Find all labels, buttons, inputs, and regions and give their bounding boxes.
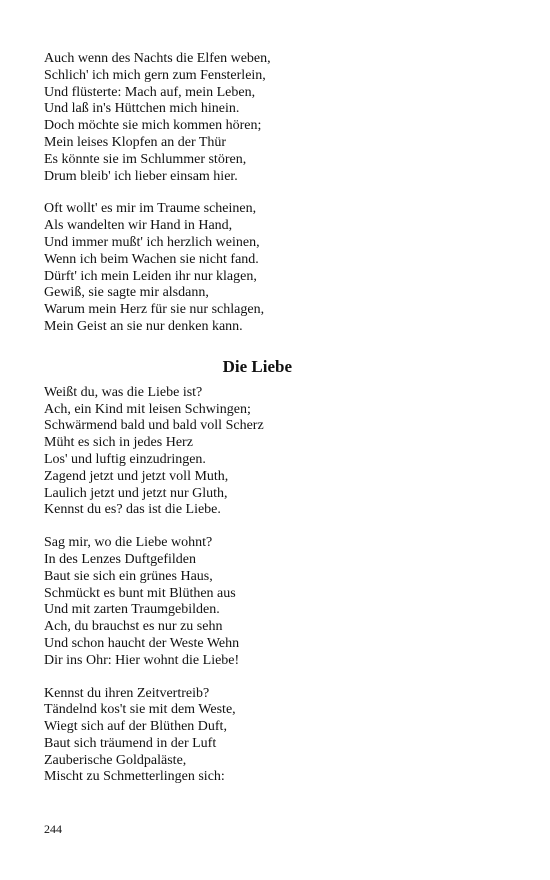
verse-line: Müht es sich in jedes Herz <box>44 435 193 451</box>
poem1-stanza-1 <box>44 51 504 185</box>
verse-line: Kennst du es? das ist die Liebe. <box>44 502 221 518</box>
verse-line: Zagend jetzt und jetzt voll Muth, <box>44 468 229 484</box>
poem2-stanza-2 <box>44 535 504 669</box>
verse-line: Baut sie sich ein grünes Haus, <box>44 568 213 584</box>
verse-line: Ach, ein Kind mit leisen Schwingen; <box>44 401 251 417</box>
verse-line: In des Lenzes Duftgefilden <box>44 551 196 567</box>
verse-line: Und schon haucht der Weste Wehn <box>44 635 240 651</box>
verse-line: Und flüsterte: Mach auf, mein Leben, <box>44 84 256 100</box>
verse-line: Baut sich träumend in der Luft <box>44 735 217 751</box>
page-body <box>44 51 504 786</box>
verse-line: Oft wollt' es mir im Traume scheinen, <box>44 201 257 217</box>
verse-line: Weißt du, was die Liebe ist? <box>44 384 203 400</box>
verse-line: Schlich' ich mich gern zum Fensterlein, <box>44 67 266 83</box>
verse-line: Wiegt sich auf der Blüthen Duft, <box>44 719 227 735</box>
verse-line: Warum mein Herz für sie nur schlagen, <box>44 302 265 318</box>
verse-line: Dürft' ich mein Leiden ihr nur klagen, <box>44 268 257 284</box>
verse-line: Kennst du ihren Zeitvertreib? <box>44 685 210 701</box>
verse-line: Sag mir, wo die Liebe wohnt? <box>44 535 213 551</box>
verse-line: Es könnte sie im Schlummer stören, <box>44 151 247 167</box>
verse-line: Gewiß, sie sagte mir alsdann, <box>44 285 209 301</box>
verse-line: Mein leises Klopfen an der Thür <box>44 134 227 150</box>
verse-line: Los' und luftig einzudringen. <box>44 451 206 467</box>
poem2-stanza-1 <box>44 385 504 519</box>
verse-line: Schwärmend bald und bald voll Scherz <box>44 418 264 434</box>
verse-line: Und mit zarten Traumgebilden. <box>44 602 220 618</box>
verse-line: Dir ins Ohr: Hier wohnt die Liebe! <box>44 652 240 668</box>
verse-line: Mischt zu Schmetterlingen sich: <box>44 769 225 785</box>
verse-line: Wenn ich beim Wachen sie nicht fand. <box>44 251 259 267</box>
poem2-stanza-3 <box>44 686 504 787</box>
poem1-stanza-2 <box>44 201 504 335</box>
verse-line: Ach, du brauchst es nur zu sehn <box>44 619 223 635</box>
page-number: 244 <box>44 822 62 836</box>
verse-line: Tändelnd kos't sie mit dem Weste, <box>44 702 236 718</box>
verse-line: Drum bleib' ich lieber einsam hier. <box>44 168 238 184</box>
verse-line: Und immer mußt' ich herzlich weinen, <box>44 234 260 250</box>
verse-line: Als wandelten wir Hand in Hand, <box>44 218 233 234</box>
verse-line: Laulich jetzt und jetzt nur Gluth, <box>44 485 228 501</box>
verse-line: Auch wenn des Nachts die Elfen weben, <box>44 51 271 66</box>
verse-line: Zauberische Goldpaläste, <box>44 752 187 768</box>
verse-line: Schmückt es bunt mit Blüthen aus <box>44 585 236 601</box>
poem-title: Die Liebe <box>222 356 292 376</box>
verse-line: Mein Geist an sie nur denken kann. <box>44 318 243 334</box>
verse-line: Doch möchte sie mich kommen hören; <box>44 118 262 134</box>
verse-line: Und laß in's Hüttchen mich hinein. <box>44 101 240 117</box>
